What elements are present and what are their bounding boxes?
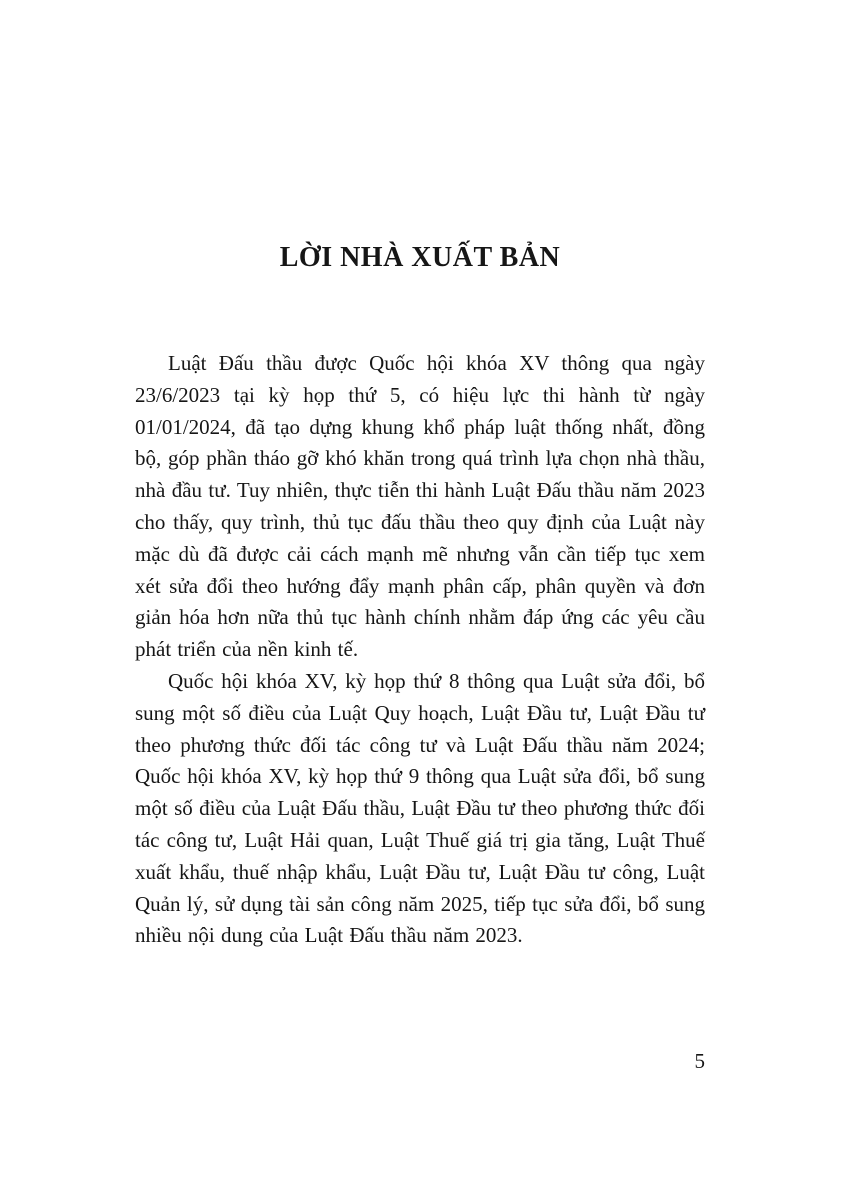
page-title: LỜI NHÀ XUẤT BẢN bbox=[279, 242, 561, 273]
paragraph-1: Luật Đấu thầu được Quốc hội khóa XV thông qua ngày 23/6/2023 tại kỳ họp thứ 5, có hiệu lực thi hành từ ngày 01/01/2024, đã tạo dựng khung khổ pháp luật thống nhất, đồng bộ, góp phần tháo gỡ khó khăn trong quá trình lựa chọn nhà thầu, nhà đầu tư. Tuy nhiên, thực tiễn thi hành Luật Đấu thầu năm 2023 cho thấy, quy trình, thủ tục đấu thầu theo quy định của Luật này mặc dù đã được cải cách mạnh mẽ nhưng vẫn cần tiếp tục xem xét sửa đổi theo hướng đẩy mạnh phân cấp, phân quyền và đơn giản hóa hơn nữa thủ tục hành chính nhằm đáp ứng các yêu cầu phát triển của nền kinh tế. bbox=[135, 351, 705, 662]
content-column bbox=[135, 0, 705, 952]
page-number: 5 bbox=[694, 1049, 705, 1073]
paragraph-2: Quốc hội khóa XV, kỳ họp thứ 8 thông qua Luật sửa đổi, bổ sung một số điều của Luật Quy hoạch, Luật Đầu tư, Luật Đầu tư theo phương thức đối tác công tư và Luật Đấu thầu năm 2024; Quốc hội khóa XV, kỳ họp thứ 9 thông qua Luật sửa đổi, bổ sung một số điều của Luật Đấu thầu, Luật Đầu tư theo phương thức đối tác công tư, Luật Hải quan, Luật Thuế giá trị gia tăng, Luật Thuế xuất khẩu, thuế nhập khẩu, Luật Đầu tư, Luật Đầu tư công, Luật Quản lý, sử dụng tài sản công năm 2025, tiếp tục sửa đổi, bổ sung nhiều nội dung của Luật Đấu thầu năm 2023. bbox=[135, 668, 705, 948]
